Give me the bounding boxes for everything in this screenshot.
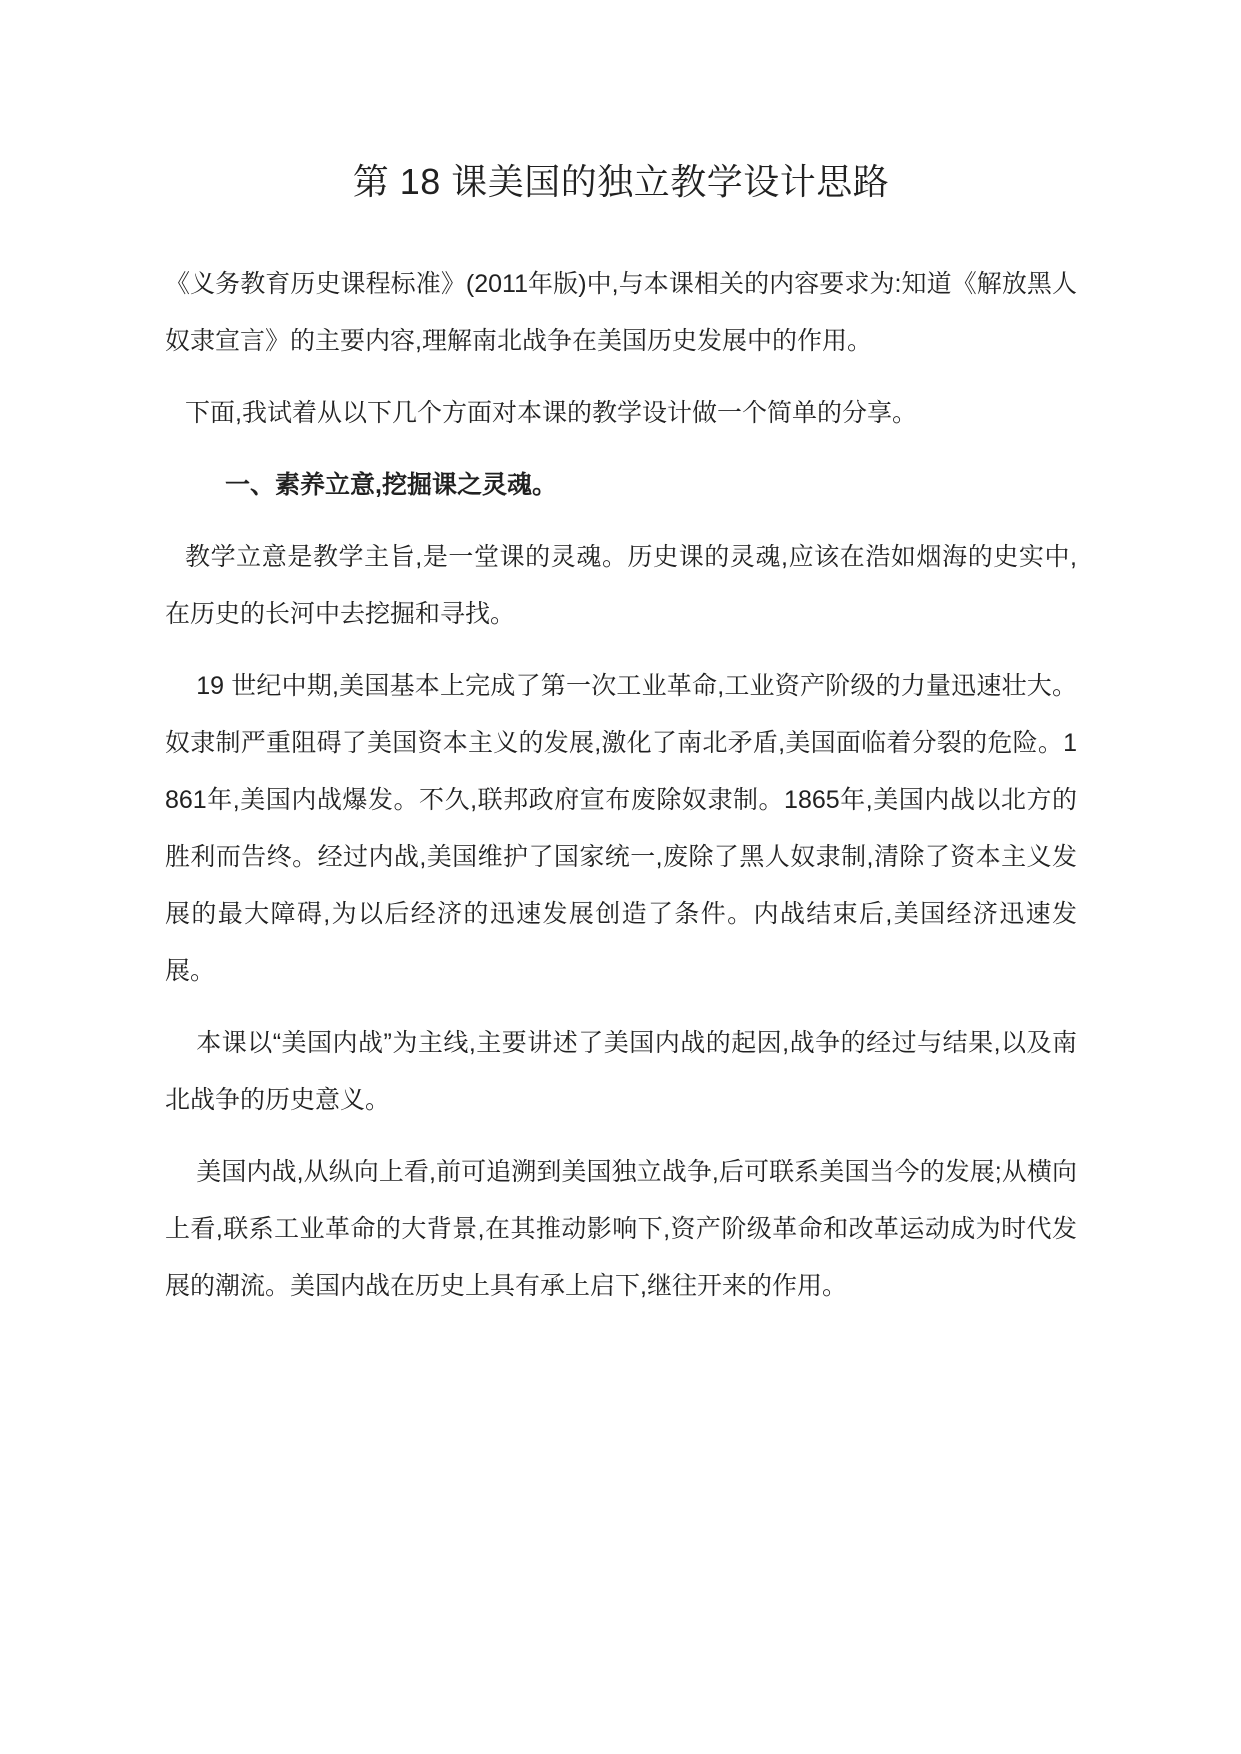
document-title: 第 18 课美国的独立教学设计思路 bbox=[352, 161, 890, 202]
paragraph-historical-background: 19 世纪中期,美国基本上完成了第一次工业革命,工业资产阶级的力量迅速壮大。奴隶制严重阻碍了美国资本主义的发展,激化了南北矛盾,美国面临着分裂的危险。1861年,美国内战爆发。不久,联邦政府宣布废除奴隶制。1865年,美国内战以北方的胜利而告终。经过内战,美国维护了国家统一,废除了黑人奴隶制,清除了资本主义发展的最大障碍,为以后经济的迅速发展创造了条件。内战结束后,美国经济迅速发展。 bbox=[165, 672, 1077, 985]
paragraph-course-mainline: 本课以“美国内战”为主线,主要讲述了美国内战的起因,战争的经过与结果,以及南北战争的历史意义。 bbox=[165, 1029, 1077, 1114]
paragraph-teaching-intent: 教学立意是教学主旨,是一堂课的灵魂。历史课的灵魂,应该在浩如烟海的史实中,在历史的长河中去挖掘和寻找。 bbox=[165, 543, 1077, 628]
paragraph-intro: 下面,我试着从以下几个方面对本课的教学设计做一个简单的分享。 bbox=[185, 399, 917, 427]
paragraph-course-position: 美国内战,从纵向上看,前可追溯到美国独立战争,后可联系美国当今的发展;从横向上看,联系工业革命的大背景,在其推动影响下,资产阶级革命和改革运动成为时代发展的潮流。美国内战在历史上具有承上启下,继往开来的作用。 bbox=[165, 1158, 1077, 1300]
section-heading: 一、素养立意,挖掘课之灵魂。 bbox=[225, 471, 557, 499]
paragraph-standards: 《义务教育历史课程标准》(2011年版)中,与本课相关的内容要求为:知道《解放黑人奴隶宣言》的主要内容,理解南北战争在美国历史发展中的作用。 bbox=[165, 270, 1077, 355]
